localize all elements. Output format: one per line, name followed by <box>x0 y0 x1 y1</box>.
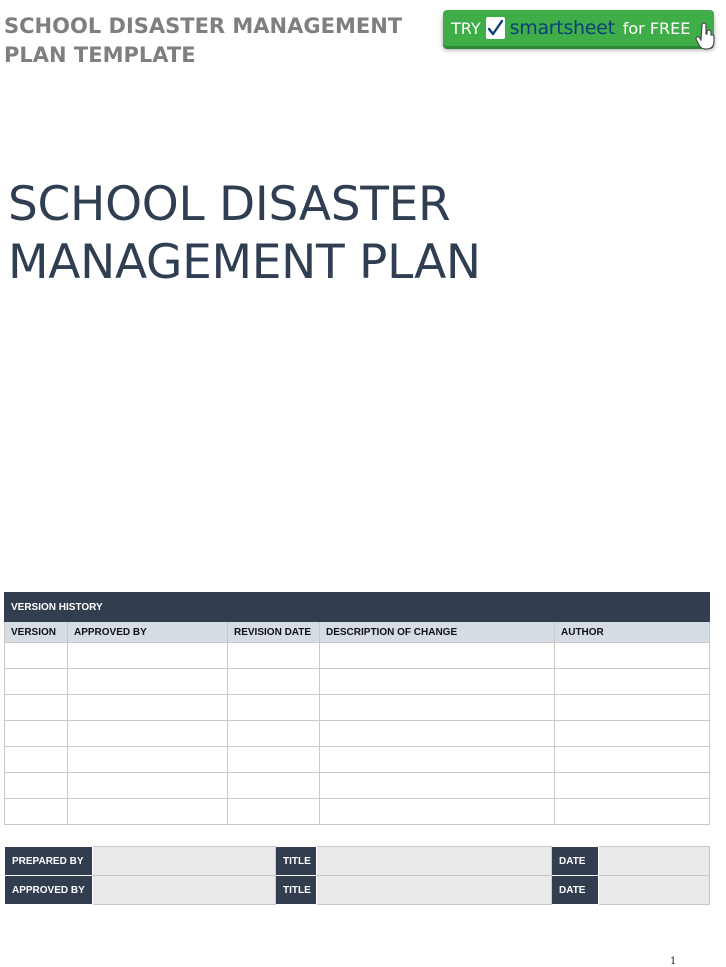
description-cell[interactable] <box>320 695 555 721</box>
template-title-line-2: PLAN TEMPLATE <box>4 43 196 67</box>
version-cell[interactable] <box>5 747 68 773</box>
version-cell[interactable] <box>5 643 68 669</box>
revision-date-cell[interactable] <box>228 643 320 669</box>
author-cell[interactable] <box>555 747 710 773</box>
prepared-by-title-field[interactable] <box>317 847 552 876</box>
revision-date-cell[interactable] <box>228 669 320 695</box>
version-history-table <box>4 592 710 825</box>
approved-by-title-label: TITLE <box>276 876 317 905</box>
document-title <box>8 176 481 292</box>
brand-part-a: smart <box>509 17 564 39</box>
author-cell[interactable] <box>555 721 710 747</box>
column-header-approved-by: APPROVED BY <box>68 622 228 643</box>
table-row <box>5 695 710 721</box>
author-cell[interactable] <box>555 773 710 799</box>
column-header-author: AUTHOR <box>555 622 710 643</box>
approved-by-cell[interactable] <box>68 747 228 773</box>
version-cell[interactable] <box>5 721 68 747</box>
approved-by-cell[interactable] <box>68 799 228 825</box>
smartsheet-brand <box>510 17 615 39</box>
prepared-by-date-field[interactable] <box>599 847 710 876</box>
column-header-version: VERSION <box>5 622 68 643</box>
prepared-by-date-label: DATE <box>552 847 599 876</box>
brand-part-b: sheet <box>563 17 615 39</box>
table-row <box>5 721 710 747</box>
signoff-table <box>4 846 710 905</box>
author-cell[interactable] <box>555 695 710 721</box>
approved-by-cell[interactable] <box>68 643 228 669</box>
column-header-description-of-change: DESCRIPTION OF CHANGE <box>320 622 555 643</box>
try-smartsheet-button[interactable] <box>443 10 714 46</box>
prepared-by-row <box>5 847 710 876</box>
version-history-heading: VERSION HISTORY <box>5 593 710 622</box>
document-title-line-1: SCHOOL DISASTER <box>8 177 451 232</box>
revision-date-cell[interactable] <box>228 721 320 747</box>
page-number: 1 <box>670 956 677 967</box>
approved-by-field[interactable] <box>93 876 276 905</box>
table-row <box>5 773 710 799</box>
author-cell[interactable] <box>555 669 710 695</box>
author-cell[interactable] <box>555 643 710 669</box>
approved-by-cell[interactable] <box>68 669 228 695</box>
approved-by-date-field[interactable] <box>599 876 710 905</box>
approved-by-date-label: DATE <box>552 876 599 905</box>
approved-by-cell[interactable] <box>68 695 228 721</box>
table-row <box>5 669 710 695</box>
cta-try-label: TRY <box>451 18 481 38</box>
version-cell[interactable] <box>5 695 68 721</box>
approved-by-cell[interactable] <box>68 773 228 799</box>
hand-pointer-icon <box>694 22 716 50</box>
smartsheet-check-logo-icon <box>486 17 505 39</box>
approved-by-title-field[interactable] <box>317 876 552 905</box>
description-cell[interactable] <box>320 799 555 825</box>
approved-by-cell[interactable] <box>68 721 228 747</box>
description-cell[interactable] <box>320 669 555 695</box>
cta-for-free-label: for FREE <box>622 18 691 38</box>
prepared-by-title-label: TITLE <box>276 847 317 876</box>
prepared-by-label: PREPARED BY <box>5 847 93 876</box>
revision-date-cell[interactable] <box>228 799 320 825</box>
table-row <box>5 747 710 773</box>
description-cell[interactable] <box>320 721 555 747</box>
author-cell[interactable] <box>555 799 710 825</box>
table-row <box>5 643 710 669</box>
revision-date-cell[interactable] <box>228 695 320 721</box>
description-cell[interactable] <box>320 643 555 669</box>
approved-by-label: APPROVED BY <box>5 876 93 905</box>
version-cell[interactable] <box>5 799 68 825</box>
template-title-line-1: SCHOOL DISASTER MANAGEMENT <box>4 14 403 38</box>
document-title-line-2: MANAGEMENT PLAN <box>8 235 481 290</box>
description-cell[interactable] <box>320 747 555 773</box>
template-title <box>4 12 402 70</box>
approved-by-row <box>5 876 710 905</box>
description-cell[interactable] <box>320 773 555 799</box>
column-header-revision-date: REVISION DATE <box>228 622 320 643</box>
prepared-by-field[interactable] <box>93 847 276 876</box>
version-cell[interactable] <box>5 773 68 799</box>
version-cell[interactable] <box>5 669 68 695</box>
table-row <box>5 799 710 825</box>
revision-date-cell[interactable] <box>228 773 320 799</box>
revision-date-cell[interactable] <box>228 747 320 773</box>
